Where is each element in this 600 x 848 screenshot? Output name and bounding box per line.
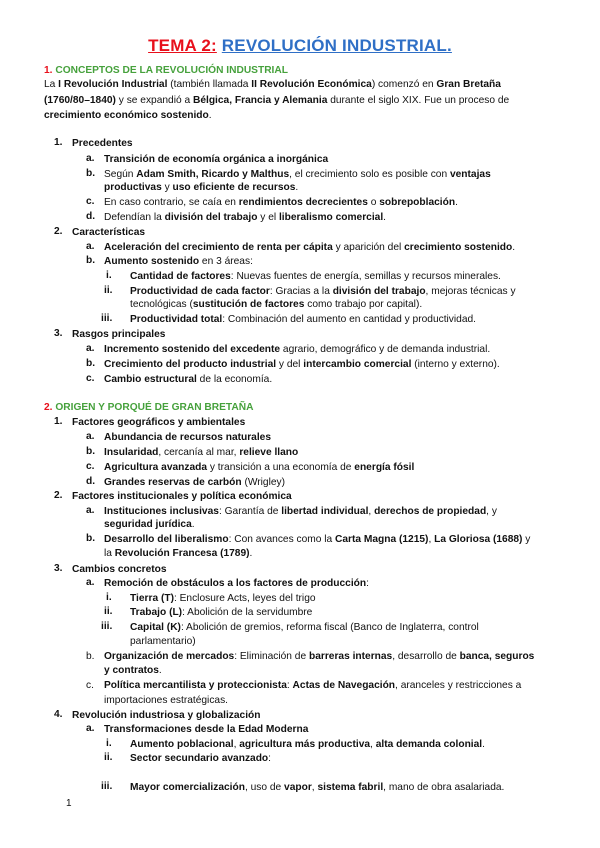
- list-item-cont: y contratos.: [104, 665, 162, 676]
- list-letter: b.: [86, 651, 95, 662]
- list-item: Productividad total: Combinación del aumento en cantidad y productividad.: [130, 314, 476, 325]
- list-item: Agricultura avanzada y transición a una economía de energía fósil: [104, 462, 415, 473]
- list-item: Organización de mercados: Eliminación de barreras internas, desarrollo de banca, seguros: [104, 651, 535, 662]
- list-roman: i.: [106, 270, 112, 281]
- intro-line-2: (1760/80–1840) y se expandió a Bélgica, Francia y Alemania durante el siglo XIX. Fue un proceso de: [44, 95, 510, 106]
- list-item: Aceleración del crecimiento de renta per cápita y aparición del crecimiento sostenido.: [104, 242, 516, 253]
- list-letter: b.: [86, 358, 96, 369]
- section-1-heading: 1. CONCEPTOS DE LA REVOLUCIÓN INDUSTRIAL: [44, 65, 288, 76]
- list-item: Remoción de obstáculos a los factores de producción:: [104, 578, 369, 589]
- list-letter: a.: [86, 431, 95, 442]
- list-letter: b.: [86, 446, 96, 457]
- list-item: Abundancia de recursos naturales: [104, 432, 272, 443]
- list-roman: iii.: [101, 621, 113, 632]
- list-number: 3.: [54, 563, 63, 574]
- list-number: 4.: [54, 709, 63, 720]
- list-item: Desarrollo del liberalismo: Con avances como la Carta Magna (1215), La Gloriosa (1688) y: [104, 534, 531, 545]
- list-item: Transición de economía orgánica a inorgánica: [104, 154, 329, 165]
- list-roman: i.: [106, 738, 112, 749]
- list-item: Aumento poblacional, agricultura más productiva, alta demanda colonial.: [130, 739, 485, 750]
- list-letter: d.: [86, 476, 96, 487]
- heading-caracteristicas: Características: [72, 227, 146, 238]
- list-item-cont: la Revolución Francesa (1789).: [104, 548, 253, 559]
- list-item: Crecimiento del producto industrial y del intercambio comercial (interno y externo).: [104, 359, 500, 370]
- list-item: Aumento sostenido en 3 áreas:: [104, 256, 253, 267]
- list-item: Instituciones inclusivas: Garantía de libertad individual, derechos de propiedad, y: [104, 506, 497, 517]
- page-number: 1: [66, 798, 72, 809]
- list-item: Mayor comercialización, uso de vapor, sistema fabril, mano de obra asalariada.: [130, 782, 505, 793]
- list-item: Incremento sostenido del excedente agrario, demográfico y de demanda industrial.: [104, 344, 491, 355]
- heading-rasgos: Rasgos principales: [72, 329, 166, 340]
- list-letter: a.: [86, 343, 95, 354]
- list-letter: a.: [86, 241, 95, 252]
- list-letter: b.: [86, 168, 96, 179]
- heading-factores-geo: Factores geográficos y ambientales: [72, 417, 246, 428]
- intro-line-3: crecimiento económico sostenido.: [44, 110, 212, 121]
- list-letter: c.: [86, 196, 95, 207]
- list-item: Cambio estructural de la economía.: [104, 374, 273, 385]
- title-part1: TEMA 2:: [148, 36, 217, 55]
- list-number: 2.: [54, 490, 63, 501]
- list-number: 3.: [54, 328, 63, 339]
- list-item-cont: tecnológicas (sustitución de factores como trabajo por capital).: [130, 299, 423, 310]
- title-part2: REVOLUCIÓN INDUSTRIAL.: [221, 36, 452, 55]
- section-2-heading: 2. ORIGEN Y PORQUÉ DE GRAN BRETAÑA: [44, 402, 254, 413]
- list-item-cont: productivas y uso eficiente de recursos.: [104, 182, 299, 193]
- list-letter: d.: [86, 211, 96, 222]
- list-number: 1.: [54, 416, 63, 427]
- heading-revolucion-industriosa: Revolución industriosa y globalización: [72, 710, 261, 721]
- list-letter: a.: [86, 505, 95, 516]
- list-item: Insularidad, cercanía al mar, relieve llano: [104, 447, 299, 458]
- list-letter: c.: [86, 461, 95, 472]
- list-item: Trabajo (L): Abolición de la servidumbre: [130, 607, 313, 618]
- list-number: 1.: [54, 137, 63, 148]
- list-item: Sector secundario avanzado:: [130, 753, 271, 764]
- list-item: Según Adam Smith, Ricardo y Malthus, el crecimiento solo es posible con ventajas: [104, 169, 491, 180]
- list-letter: c.: [86, 680, 94, 691]
- list-item-cont: seguridad jurídica.: [104, 519, 195, 530]
- list-roman: ii.: [104, 285, 113, 296]
- list-item: Grandes reservas de carbón (Wrigley): [104, 477, 286, 488]
- list-roman: iii.: [101, 313, 113, 324]
- list-roman: ii.: [104, 752, 113, 763]
- heading-precedentes: Precedentes: [72, 138, 133, 149]
- list-letter: a.: [86, 153, 95, 164]
- list-item: Política mercantilista y proteccionista: Actas de Navegación, aranceles y restricciones a: [104, 680, 522, 691]
- list-item: Tierra (T): Enclosure Acts, leyes del trigo: [130, 593, 316, 604]
- list-letter: a.: [86, 723, 95, 734]
- list-letter: c.: [86, 373, 95, 384]
- list-roman: ii.: [104, 606, 113, 617]
- list-item: Capital (K): Abolición de gremios, reforma fiscal (Banco de Inglaterra, control: [130, 622, 479, 633]
- list-number: 2.: [54, 226, 63, 237]
- list-roman: iii.: [101, 781, 113, 792]
- list-roman: i.: [106, 592, 112, 603]
- heading-cambios: Cambios concretos: [72, 564, 167, 575]
- list-item: Transformaciones desde la Edad Moderna: [104, 724, 309, 735]
- list-item: Productividad de cada factor: Gracias a la división del trabajo, mejoras técnicas y: [130, 286, 516, 297]
- list-item-cont: importaciones estratégicas.: [104, 695, 229, 706]
- page-title: [0, 36, 600, 56]
- list-item: Defendían la división del trabajo y el liberalismo comercial.: [104, 212, 387, 223]
- heading-factores-inst: Factores institucionales y política económica: [72, 491, 292, 502]
- list-item: En caso contrario, se caía en rendimientos decrecientes o sobrepoblación.: [104, 197, 458, 208]
- intro-line-1: La I Revolución Industrial (también llamada II Revolución Económica) comenzó en Gran Bretaña: [44, 79, 501, 90]
- list-letter: b.: [86, 255, 96, 266]
- list-letter: b.: [86, 533, 96, 544]
- list-item-cont: parlamentario): [130, 636, 196, 647]
- list-item: Cantidad de factores: Nuevas fuentes de energía, semillas y recursos minerales.: [130, 271, 501, 282]
- list-letter: a.: [86, 577, 95, 588]
